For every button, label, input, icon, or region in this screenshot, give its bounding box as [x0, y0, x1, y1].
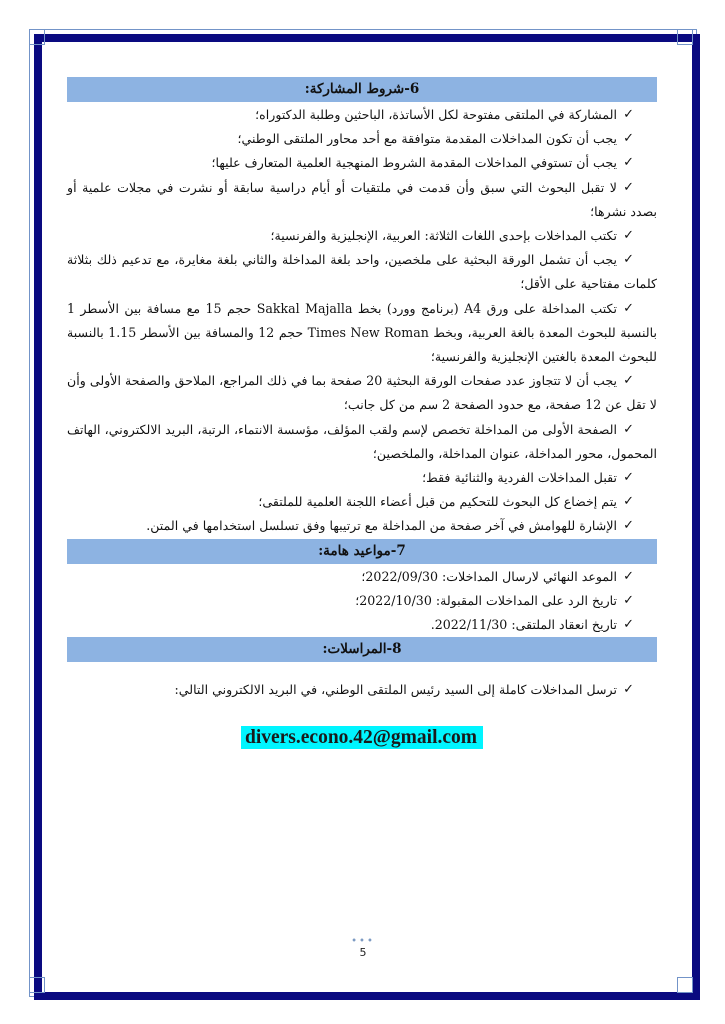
- section-header-participation: 6-شروط المشاركة:: [67, 77, 657, 102]
- list-item: ✓ يجب أن لا تتجاوز عدد صفحات الورقة البحثية 20 صفحة بما في ذلك المراجع، الملاحق والصفحة الأولى وأن لا تقل عن 12 صفحة، مع حدود الصفحة 2 سم من كل جانب؛: [67, 369, 657, 417]
- page-number: 5: [359, 946, 367, 959]
- check-icon: ✓: [623, 421, 634, 437]
- list-item: ✓ تاريخ انعقاد الملتقى: 2022/11/30.: [67, 613, 657, 637]
- section-header-correspondence: 8-المراسلات:: [67, 637, 657, 662]
- check-icon: ✓: [623, 617, 634, 633]
- check-icon: ✓: [623, 494, 634, 510]
- check-icon: ✓: [623, 373, 634, 389]
- contact-email-link[interactable]: divers.econo.42@gmail.com: [241, 726, 483, 749]
- check-icon: ✓: [623, 131, 634, 147]
- border-corner-ornament: [29, 29, 45, 45]
- list-item: ✓ تقبل المداخلات الفردية والثنائية فقط؛: [67, 466, 657, 490]
- check-icon: ✓: [623, 518, 634, 534]
- list-item: ✓ تكتب المداخلة على ورق A4 (برنامج وورد) بخط Sakkal Majalla حجم 15 مع مسافة بين الأسطر 1 بالنسبة للبحوث المعدة بالغة العربية، وبخط Times New Roman حجم 12 والمسافة بين الأسطر 1.15 بالنسبة للبحوث المعدة بالغتين الإنجليزية والفرنسية؛: [67, 297, 657, 370]
- participation-list: [67, 102, 657, 539]
- list-item: ✓ يجب أن تشمل الورقة البحثية على ملخصين، واحد بلغة المداخلة والثاني بلغة مغايرة، مع تدعيم ذلك بثلاثة كلمات مفتاحية على الأقل؛: [67, 248, 657, 296]
- check-icon: ✓: [623, 568, 634, 584]
- check-icon: ✓: [623, 252, 634, 268]
- list-item: ✓ ترسل المداخلات كاملة إلى السيد رئيس الملتقى الوطني، في البريد الالكتروني التالي:: [67, 678, 657, 702]
- check-icon: ✓: [623, 228, 634, 244]
- check-icon: ✓: [623, 179, 634, 195]
- dates-list: [67, 564, 657, 638]
- border-corner-ornament: [677, 977, 693, 993]
- list-item: ✓ لا تقبل البحوث التي سبق وأن قدمت في ملتقيات أو أيام دراسية سابقة أو نشرت في مجلات علمية أو بصدد نشرها؛: [67, 176, 657, 224]
- list-item: ✓ المشاركة في الملتقى مفتوحة لكل الأساتذة، الباحثين وطلبة الدكتوراه؛: [67, 103, 657, 127]
- check-icon: ✓: [623, 155, 634, 171]
- section-header-dates: 7-مواعيد هامة:: [67, 539, 657, 564]
- list-item: ✓ الصفحة الأولى من المداخلة تخصص لإسم ولقب المؤلف، مؤسسة الانتماء، الرتبة، البريد الالكتروني، الهاتف المحمول، محور المداخلة، عنوان المداخلة، والملخصين؛: [67, 418, 657, 466]
- list-item: ✓ تكتب المداخلات بإحدى اللغات الثلاثة: العربية، الإنجليزية والفرنسية؛: [67, 224, 657, 248]
- check-icon: ✓: [623, 682, 634, 698]
- page-dots-ornament: •••: [351, 936, 375, 947]
- list-item: ✓ يجب أن تكون المداخلات المقدمة متوافقة مع أحد محاور الملتقى الوطني؛: [67, 127, 657, 151]
- document-body: [67, 77, 657, 749]
- correspondence-list: [67, 662, 657, 702]
- check-icon: ✓: [623, 107, 634, 122]
- border-corner-ornament: [29, 977, 45, 993]
- email-container: [67, 726, 657, 749]
- list-item: ✓ يتم إخضاع كل البحوث للتحكيم من قبل أعضاء اللجنة العلمية للملتقى؛: [67, 490, 657, 514]
- list-item: ✓ تاريخ الرد على المداخلات المقبولة: 2022/10/30؛: [67, 589, 657, 613]
- check-icon: ✓: [623, 470, 634, 486]
- list-item: ✓ الموعد النهائي لارسال المداخلات: 2022/09/30؛: [67, 565, 657, 589]
- check-icon: ✓: [623, 592, 634, 608]
- list-item: ✓ يجب أن تستوفي المداخلات المقدمة الشروط المنهجية العلمية المتعارف عليها؛: [67, 151, 657, 175]
- page-number-block: [345, 938, 381, 959]
- check-icon: ✓: [623, 300, 634, 316]
- border-corner-ornament: [677, 29, 693, 45]
- list-item: ✓ الإشارة للهوامش في آخر صفحة من المداخلة مع ترتيبها وفق تسلسل استخدامها في المتن.: [67, 514, 657, 538]
